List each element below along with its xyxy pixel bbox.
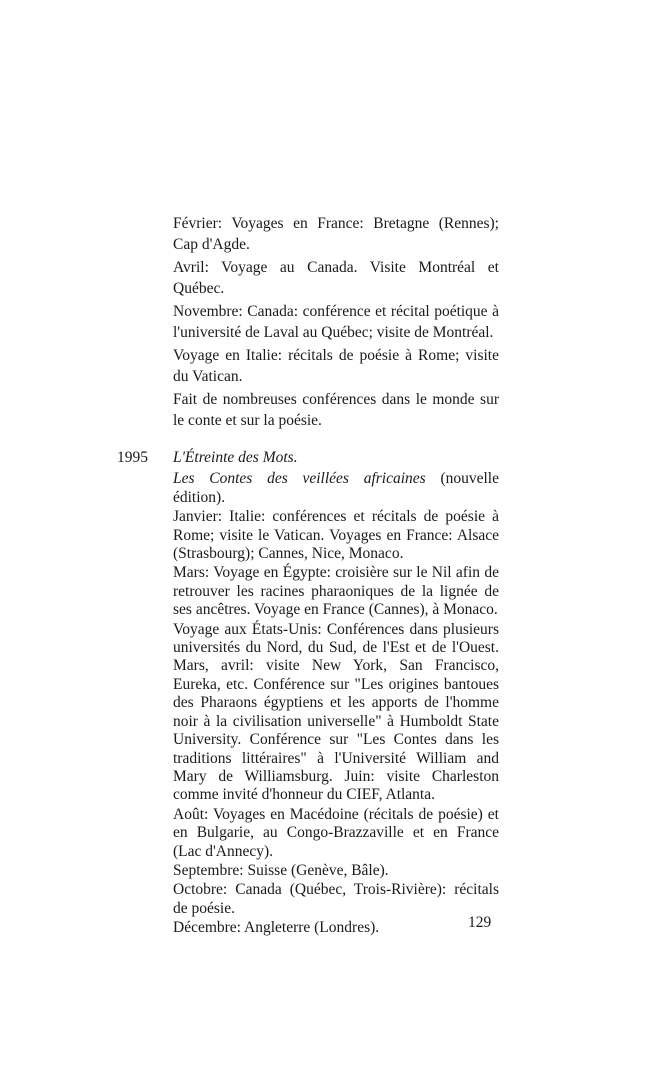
second-title-suffix: (nouvelle édition). [173, 470, 499, 506]
year-1995-entries [173, 449, 499, 939]
book-title: L'Étreinte des Mots. [173, 449, 298, 466]
paragraph-aout: Août: Voyages en Macédoine (récitals de poésie) et en Bulgarie, au Congo-Brazzaville et en France (Lac d'Annecy). [173, 805, 499, 860]
year-label: 1995 [117, 449, 148, 466]
second-title: Les Contes des veillées africaines [173, 470, 426, 488]
paragraph-avril: Avril: Voyage au Canada. Visite Montréal et Québec. [173, 259, 499, 297]
paragraph-conferences: Fait de nombreuses conférences dans le monde sur le conte et sur la poésie. [173, 391, 499, 429]
paragraph-octobre: Octobre: Canada (Québec, Trois-Rivière): récitals de poésie. [173, 881, 499, 917]
paragraph-decembre: Décembre: Angleterre (Londres). [173, 919, 380, 937]
paragraph-mars: Mars: Voyage en Égypte: croisière sur le Nil afin de retrouver les racines pharaoniques de la lignée de ses ancêtres. Voyage en France (Cannes), à Monaco. [173, 564, 499, 619]
paragraph-novembre: Novembre: Canada: conférence et récital poétique à l'université de Laval au Québec; visite de Montréal. [173, 303, 499, 341]
paragraph-janvier: Janvier: Italie: conférences et récitals de poésie à Rome; visite le Vatican. Voyages en France: Alsace (Strasbourg); Cannes, Nice, Monaco. [173, 508, 499, 563]
second-title-line [173, 470, 499, 507]
paragraph-etats-unis: Voyage aux États-Unis: Conférences dans plusieurs universités du Nord, du Sud, de l'Est et de l'Ouest. Mars, avril: visite New York, San Francisco, Eureka, etc. Conférence sur "Les origines bantoues des Pharaons égyptiens et les apports de l'homme noir à la civilisation universelle" à Humboldt State University. Conférence sur "Les Contes dans les traditions littéraires" à l'Université William and Mary de Williamsburg. Juin: visite Charleston comme invité d'honneur du CIEF, Atlanta. [173, 620, 499, 804]
page-number: 129 [468, 914, 492, 931]
earlier-entries [173, 213, 499, 433]
paragraph-fevrier: Février: Voyages en France: Bretagne (Rennes); Cap d'Agde. [173, 215, 499, 253]
paragraph-italie: Voyage en Italie: récitals de poésie à Rome; visite du Vatican. [173, 347, 499, 385]
paragraph-septembre: Septembre: Suisse (Genève, Bâle). [173, 861, 389, 879]
